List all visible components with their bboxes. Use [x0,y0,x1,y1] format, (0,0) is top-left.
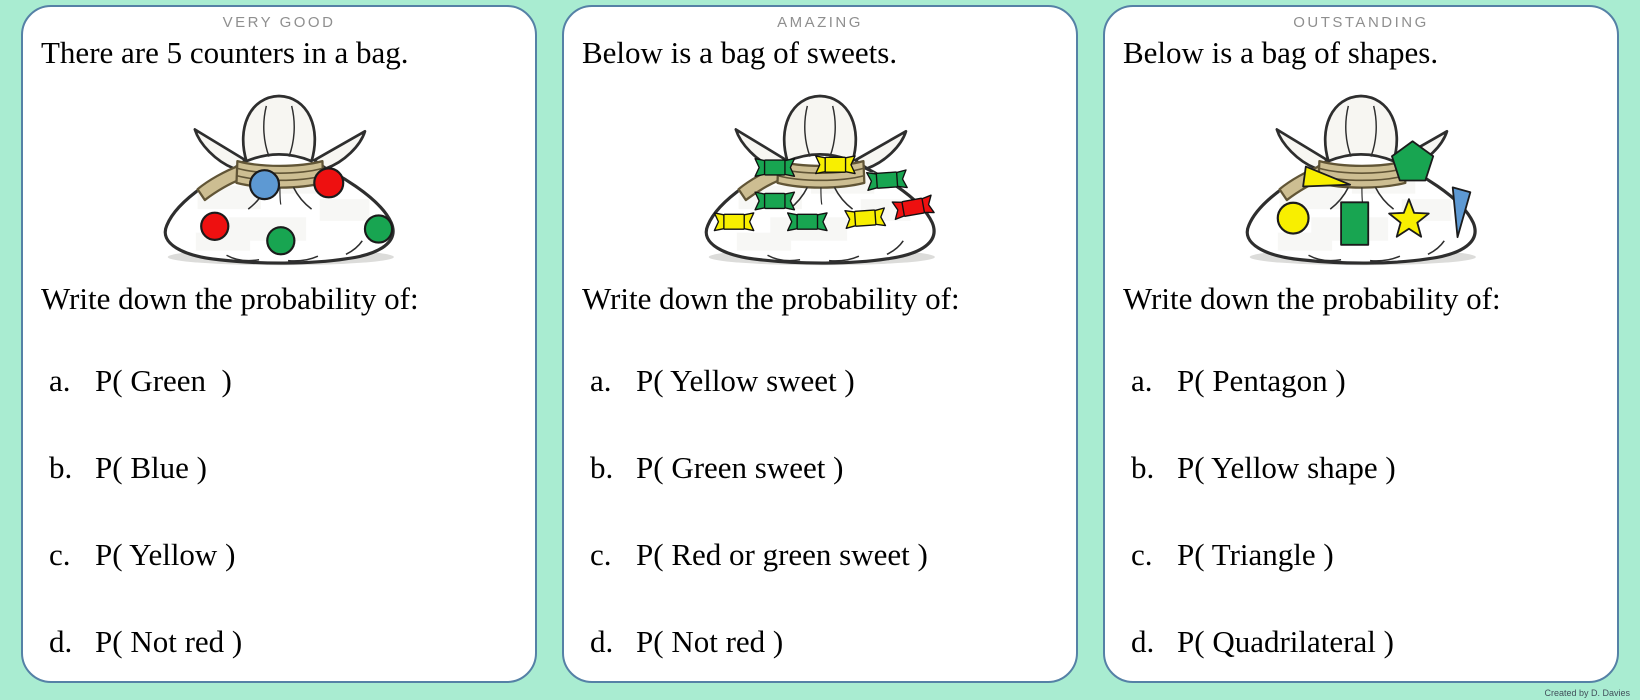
list-item [1131,624,1603,660]
difficulty-badge: AMAZING [777,14,863,31]
item-marker: d. [49,624,73,659]
list-item [49,537,521,573]
item-text: P( Red or green sweet ) [636,537,928,572]
list-item [49,363,521,399]
question-prompt: Write down the probability of: [582,281,960,316]
list-item [49,624,521,660]
list-item [1131,363,1603,399]
difficulty-badge: VERY GOOD [222,14,336,31]
bag-figure-wrapper [578,77,1062,267]
bag-figure-wrapper [37,77,521,267]
red-circle [314,168,343,197]
list-item [590,537,1062,573]
item-marker: a. [49,363,71,398]
green-candy [755,192,794,210]
list-item [49,450,521,486]
green-candy [788,213,827,231]
green-rect [1341,202,1368,245]
item-text: P( Yellow ) [95,537,236,572]
item-marker: c. [590,537,612,572]
item-marker: c. [49,537,71,572]
question-prompt: Write down the probability of: [1123,281,1501,316]
yellow-candy [714,213,753,231]
difficulty-badge: OUTSTANDING [1293,14,1429,31]
question-list [578,363,1062,660]
question-title: Below is a bag of shapes. [1123,35,1439,70]
item-text: P( Yellow shape ) [1177,450,1396,485]
question-card-shapes [1103,5,1619,683]
item-text: P( Not red ) [636,624,784,659]
item-text: P( Quadrilateral ) [1177,624,1394,659]
list-item [590,450,1062,486]
item-marker: a. [590,363,612,398]
bag-figure-wrapper [1119,77,1603,267]
question-card-sweets [562,5,1078,683]
author-credit: Created by D. Davies [1544,688,1630,698]
red-circle [201,213,228,240]
item-marker: c. [1131,537,1153,572]
green-circle [267,227,294,254]
list-item [1131,537,1603,573]
item-marker: b. [49,450,73,485]
green-circle [365,215,392,242]
item-text: P( Not red ) [95,624,243,659]
bag-of-counters-illustration [143,77,415,267]
green-candy [867,170,907,190]
bag-of-sweets-illustration [684,77,956,267]
list-item [1131,450,1603,486]
question-list [1119,363,1603,660]
item-marker: b. [590,450,614,485]
question-prompt: Write down the probability of: [41,281,419,316]
item-text: P( Triangle ) [1177,537,1334,572]
yellow-candy [816,156,855,174]
item-marker: d. [590,624,614,659]
list-item [590,363,1062,399]
yellow-circle [1278,203,1309,234]
question-list [37,363,521,660]
blue-circle [250,170,279,199]
list-item [590,624,1062,660]
item-text: P( Green sweet ) [636,450,844,485]
question-title: There are 5 counters in a bag. [41,35,409,70]
yellow-candy [845,208,885,228]
item-marker: a. [1131,363,1153,398]
item-marker: b. [1131,450,1155,485]
question-card-counters [21,5,537,683]
item-text: P( Yellow sweet ) [636,363,855,398]
question-title: Below is a bag of sweets. [582,35,898,70]
green-candy [755,159,794,177]
item-marker: d. [1131,624,1155,659]
item-text: P( Blue ) [95,450,207,485]
item-text: P( Pentagon ) [1177,363,1346,398]
item-text: P( Green ) [95,363,232,398]
bag-of-shapes-illustration [1225,77,1497,267]
